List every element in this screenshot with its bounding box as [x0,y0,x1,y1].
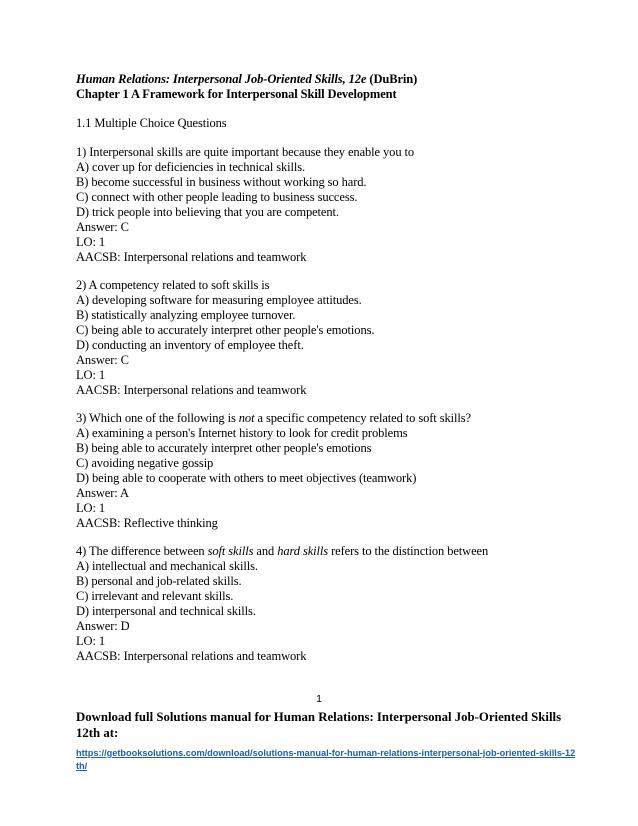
aacsb-tag: AACSB: Interpersonal relations and teamwork [76,649,307,663]
option-a: A) developing software for measuring employee attitudes. [76,293,362,307]
aacsb-tag: AACSB: Interpersonal relations and teamwork [76,250,307,264]
page-number: 1 [316,693,322,705]
stem-text: and [253,544,278,558]
book-title [76,72,576,87]
learning-objective: LO: 1 [76,368,106,382]
stem-text: 3) Which one of the following is [76,411,239,425]
option-c: C) connect with other people leading to business success. [76,190,358,204]
spacer [76,531,576,544]
stem-text: a specific competency related to soft skills? [254,411,471,425]
download-link[interactable]: https://getbooksolutions.com/download/solutions-manual-for-human-relations-interpersonal-job-oriented-skills-12th/ [76,748,576,771]
spacer [76,102,576,116]
option-c: C) avoiding negative gossip [76,456,214,470]
section-heading: 1.1 Multiple Choice Questions [76,116,227,130]
question-3 [76,411,576,531]
stem-text: refers to the distinction between [328,544,489,558]
option-c: C) being able to accurately interpret other people's emotions. [76,323,375,337]
document-body [76,72,576,664]
question-stem [76,544,576,559]
option-d: D) conducting an inventory of employee theft. [76,338,304,352]
learning-objective: LO: 1 [76,235,106,249]
option-b: B) personal and job-related skills. [76,574,242,588]
question-2 [76,278,576,398]
answer: Answer: D [76,619,130,633]
learning-objective: LO: 1 [76,501,106,515]
book-author: (DuBrin) [366,72,418,86]
spacer [76,265,576,278]
option-d: D) trick people into believing that you are competent. [76,205,339,219]
download-text: Download full Solutions manual for Human Relations: Interpersonal Job-Oriented Skills 12th at: [76,710,562,740]
question-stem: 2) A competency related to soft skills is [76,278,270,292]
option-c: C) irrelevant and relevant skills. [76,589,234,603]
answer: Answer: C [76,220,129,234]
stem-emphasis: not [238,411,255,425]
question-1 [76,145,576,265]
option-a: A) intellectual and mechanical skills. [76,559,258,573]
option-b: B) become successful in business without working so hard. [76,175,367,189]
stem-emphasis: hard skills [277,544,329,558]
answer: Answer: A [76,486,129,500]
option-a: A) cover up for deficiencies in technical skills. [76,160,306,174]
chapter-heading: Chapter 1 A Framework for Interpersonal Skill Development [76,87,397,101]
answer: Answer: C [76,353,129,367]
stem-emphasis: soft skills [207,544,254,558]
aacsb-tag: AACSB: Interpersonal relations and teamwork [76,383,307,397]
option-b: B) being able to accurately interpret other people's emotions [76,441,372,455]
book-title-italic: Human Relations: Interpersonal Job-Oriented Skills, 12e [76,72,367,86]
learning-objective: LO: 1 [76,634,106,648]
option-a: A) examining a person's Internet history to look for credit problems [76,426,408,440]
download-footer [76,709,576,773]
stem-text: 4) The difference between [76,544,208,558]
option-d: D) being able to cooperate with others to meet objectives (teamwork) [76,471,417,485]
aacsb-tag: AACSB: Reflective thinking [76,516,218,530]
question-stem: 1) Interpersonal skills are quite important because they enable you to [76,145,415,159]
question-4 [76,544,576,664]
question-stem [76,411,576,426]
option-b: B) statistically analyzing employee turnover. [76,308,296,322]
option-d: D) interpersonal and technical skills. [76,604,256,618]
spacer [76,131,576,145]
spacer [76,398,576,411]
